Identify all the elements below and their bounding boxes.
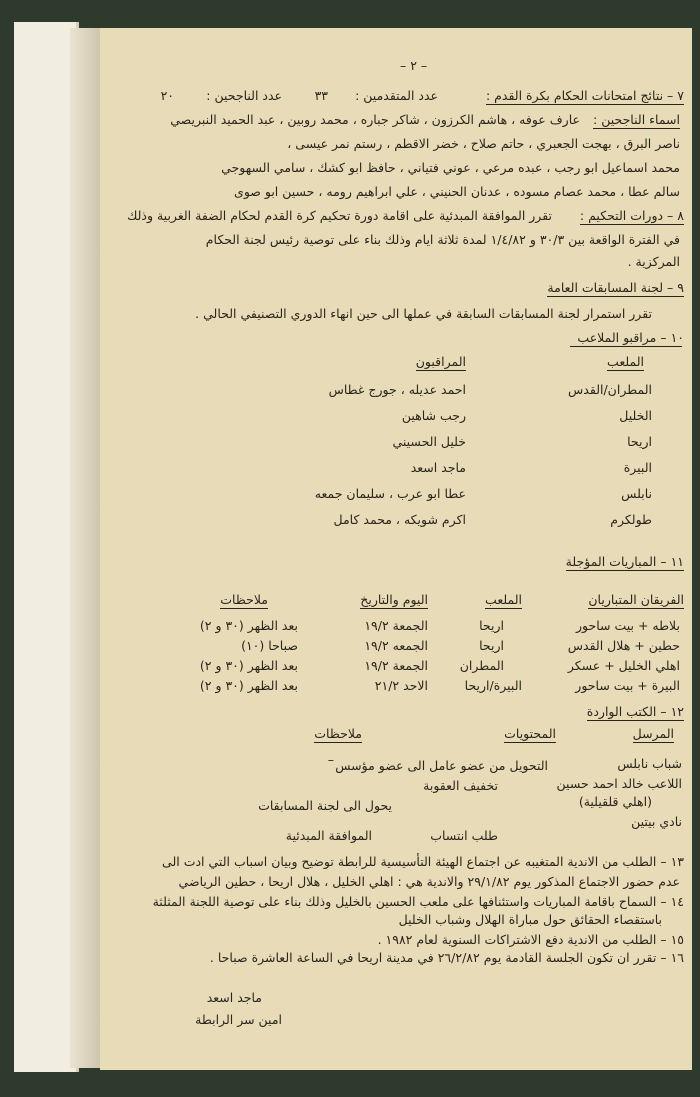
- letter-sender: شباب نابلس: [617, 756, 682, 771]
- passed-names-title: اسماء الناجحين :: [593, 112, 680, 127]
- letter-contents: التحويل من عضو عامل الى عضو مؤسس: [335, 758, 548, 773]
- col-stadium-header: الملعب: [607, 354, 644, 369]
- section-7-title: ٧ – نتائج امتحانات الحكام بكرة القدم :: [485, 88, 684, 103]
- observer-names: عطا ابو عرب ، سليمان جمعه: [314, 486, 466, 501]
- col-sender-header: المرسل: [632, 726, 674, 741]
- match-teams: حطين + هلال القدس: [567, 638, 680, 653]
- letter-contents: طلب انتساب: [430, 828, 498, 843]
- passed-names-line: محمد اسماعيل ابو رجب ، عبده مرعي ، عوني فتياني ، حافظ ابو كشك ، سامي السهوجي: [221, 160, 680, 175]
- letter-sender-club: (اهلي قلقيلية): [578, 794, 652, 809]
- observer-stadium: الخليل: [619, 408, 652, 423]
- match-notes: بعد الظهر (٣٠ و ٢): [199, 618, 298, 633]
- match-notes: بعد الظهر (٣٠ و ٢): [199, 658, 298, 673]
- signature-name: ماجد اسعد: [206, 990, 262, 1005]
- section-9-text: تقرر استمرار لجنة المسابقات السابقة في عملها الى حين انهاء الدوري التصنيفي الحالي .: [195, 306, 652, 321]
- page-stack-edge: [70, 28, 100, 1068]
- match-date: الجمعة ١٩/٢: [364, 618, 428, 633]
- signature-role: امين سر الرابطة: [195, 1012, 282, 1027]
- observer-stadium: اريحا: [627, 434, 652, 449]
- match-date: الجمعة ١٩/٢: [364, 658, 428, 673]
- match-stadium: اريحا: [479, 638, 504, 653]
- section-14-text: باستقصاء الحقائق حول مباراة الهلال وشباب الخليل: [398, 912, 662, 927]
- match-date: الجمعه ١٩/٢: [364, 638, 428, 653]
- passed-label: عدد الناجحين :: [206, 88, 282, 103]
- section-13-text: عدم حضور الاجتماع المذكور يوم ٢٩/١/٨٢ والاندية هي : اهلي الخليل ، هلال اريحا ، حطين الرياضي: [178, 874, 680, 889]
- section-11-title: ١١ – المباريات المؤجلة: [565, 554, 684, 569]
- letter-notes: الموافقة المبدئية: [285, 828, 372, 843]
- applicants-count: ٣٣: [314, 88, 328, 103]
- observer-stadium: طولكرم: [610, 512, 652, 527]
- observer-stadium: المطران/القدس: [568, 382, 652, 397]
- col-notes-header: ملاحظات: [220, 592, 268, 607]
- col-date-header: اليوم والتاريخ: [360, 592, 428, 607]
- match-teams: بلاطه + بيت ساحور: [575, 618, 680, 633]
- letter-notes: يحول الى لجنة المسابقات: [258, 798, 392, 813]
- section-10-title: ١٠ – مراقبو الملاعب: [577, 330, 684, 345]
- section-8-text: في الفترة الواقعة بين ٣٠/٣ و ١/٤/٨٢ لمدة ثلاثة ايام وذلك بناء على توصية رئيس لجنة الحكام: [205, 232, 680, 247]
- observer-stadium: نابلس: [621, 486, 652, 501]
- letter-sender: اللاعب خالد احمد حسين: [556, 776, 682, 791]
- observer-names: خليل الحسيني: [392, 434, 466, 449]
- section-16-text: ١٦ – تقرر ان تكون الجلسة القادمة يوم ٢٦/٢/٨٢ في مدينة اريحا في الساعة العاشرة صباحا .: [209, 950, 684, 965]
- applicants-label: عدد المتقدمين :: [355, 88, 438, 103]
- match-stadium: البيرة/اريحا: [464, 678, 522, 693]
- col-contents-header: المحتويات: [504, 726, 556, 741]
- observer-names: ماجد اسعد: [410, 460, 466, 475]
- col-notes-header: ملاحظات: [314, 726, 362, 741]
- section-12-title: ١٢ – الكتب الواردة: [586, 704, 684, 719]
- section-14-text: ١٤ – السماح باقامة المباريات واستئنافها على ملعب الحسين بالخليل وذلك بناء على توصية اللجنة المثلثة: [152, 894, 684, 909]
- match-notes: صباحا (١٠): [241, 638, 298, 653]
- passed-names-line: عارف عوفه ، هاشم الكرزون ، شاكر جباره ، محمد روبين ، عبد الحميد النبريصي: [170, 112, 580, 127]
- observer-names: احمد عديله ، جورج غطاس: [328, 382, 466, 397]
- section-8-title: ٨ – دورات التحكيم :: [579, 208, 684, 223]
- observer-stadium: البيرة: [623, 460, 652, 475]
- match-notes: بعد الظهر (٣٠ و ٢): [199, 678, 298, 693]
- letter-contents: تخفيف العقوبة: [423, 778, 498, 793]
- match-stadium: المطران: [459, 658, 504, 673]
- section-8-text: المركزية .: [627, 254, 680, 269]
- page-number: – ٢ –: [400, 58, 428, 73]
- col-stadium-header: الملعب: [485, 592, 522, 607]
- section-8-text: تقرر الموافقة المبدئية على اقامة دورة تحكيم كرة القدم لحكام الضفة الغربية وذلك: [127, 208, 552, 223]
- col-teams-header: الفريقان المتباريان: [588, 592, 684, 607]
- observer-names: رجب شاهين: [401, 408, 466, 423]
- letter-sender: نادي بيتين: [631, 814, 682, 829]
- match-date: الاحد ٢١/٢: [374, 678, 428, 693]
- section-13-text: ١٣ – الطلب من الاندية المتغيبه عن اجتماع الهيئة التأسيسية للرابطة توضيح وبيان اسباب التي ادت الى: [162, 854, 684, 869]
- passed-count: ٢٠: [160, 88, 174, 103]
- match-teams: اهلي الخليل + عسكر: [567, 658, 680, 673]
- document-page: [100, 28, 692, 1070]
- letter-notes: –: [327, 752, 334, 767]
- passed-names-line: ناصر البرق ، بهجت الجعبري ، حاتم صلاح ، خضر الاقطم ، رستم نمر عيسى ،: [287, 136, 680, 151]
- match-teams: البيرة + بيت ساحور: [575, 678, 680, 693]
- section-9-title: ٩ – لجنة المسابقات العامة: [547, 280, 684, 295]
- passed-names-line: سالم عطا ، محمد عصام مسوده ، عدنان الحنيني ، علي ابراهيم رومه ، حسين ابو صوى: [234, 184, 680, 199]
- observer-names: اكرم شويكه ، محمد كامل: [333, 512, 466, 527]
- section-15-text: ١٥ – الطلب من الاندية دفع الاشتراكات السنوية لعام ١٩٨٢ .: [377, 932, 684, 947]
- match-stadium: اريحا: [479, 618, 504, 633]
- col-observers-header: المراقبون: [415, 354, 466, 369]
